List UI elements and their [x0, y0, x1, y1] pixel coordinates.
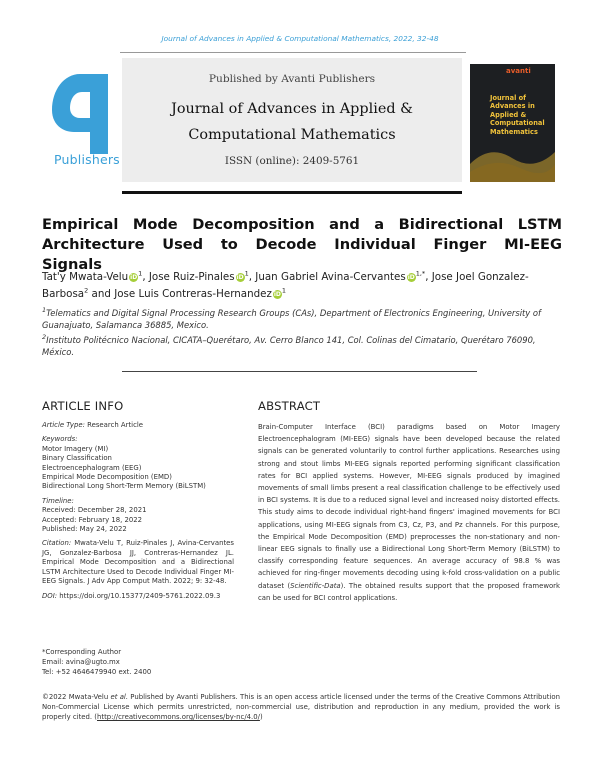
- author: Jose Luis Contreras-Hernandez: [114, 288, 272, 300]
- license-text: Published by Avanti Publishers. This is an open access article licensed under the terms of the Creative Commons Attribution Non-Commercial License which permits unrestricted, non-commercial use, distribution and reproduction in any medium, provided the work is properly cited. (: [42, 693, 560, 721]
- doi-link[interactable]: https://doi.org/10.15377/2409-5761.2022.09.3: [59, 591, 221, 600]
- author-list: Tat'y Mwata-Velu $iD^1$, Jose Ruiz-Pinales $iD^1$, Juan Gabriel Avina-Cervantes $iD^{1,*}$, Jose Joel Gonzalez-Barbosa$^2$ and Jose Luis Contreras-Hernandez $iD^1$: [42, 269, 529, 300]
- abstract-text: [258, 421, 560, 604]
- received-date: Received: December 28, 2021: [42, 506, 147, 515]
- orcid-icon[interactable]: iD: [130, 273, 138, 281]
- abstract-part2: ). The obtained results support that the proposed framework can be used for BCI control applications.: [258, 581, 561, 602]
- keyword: Electroencephalogram (EEG): [42, 463, 142, 472]
- article-type: [42, 421, 234, 430]
- corresponding-author: [42, 648, 151, 677]
- masthead-top-rule: [120, 52, 466, 53]
- orcid-icon[interactable]: iD: [273, 290, 281, 298]
- orcid-icon[interactable]: iD: [407, 273, 415, 281]
- corresponding-email[interactable]: Email: avina@ugto.mx: [42, 657, 120, 666]
- cover-art: [470, 134, 555, 182]
- license-notice: [42, 692, 560, 722]
- license-text: ©2022 Mwata-Velu: [42, 693, 111, 701]
- doi-label: DOI:: [42, 591, 58, 600]
- cover-brand: avanti: [506, 67, 531, 75]
- author: Jose Ruiz-Pinales: [148, 271, 235, 283]
- article-title: [42, 215, 562, 275]
- timeline-label: Timeline:: [42, 496, 74, 505]
- abstract-part1: Brain-Computer Interface (BCI) paradigms based on Motor Imagery Electroencephalogram (MI-EEG) signals have been developed because the related signals can be generated voluntarily to control further applications. Researches using strong and stout limbs MI-EEG signals reported performing significant classification rates for BCI applied systems. However, MI-EEG signals produced by imagined movements of small limbs present a real classification challenge to be effectively used in BCI systems. It is due to a reduced signal level and increased noisy distorted effects. This study aims to decode individual right-hand fingers' imagined movements for BCI applications, using MI-EEG signals from C3, Cz, P3, and Pz channels. For this purpose, the Empirical Mode Decomposition (EMD) preprocesses the non-stationary and non-linear EEG signals to finally use a Bidirectional Long Short-Term Memory (BiLSTM) to classify corresponding feature sequences. An average accuracy of 98.8 % was achieved for ring-finger movements decoding using k-fold cross-validation on a public dataset (: [258, 423, 560, 590]
- cover-title: Journal of Advances in Applied & Computational Mathematics: [490, 94, 545, 136]
- article-info-heading: ARTICLE INFO: [42, 399, 124, 413]
- abstract-heading: ABSTRACT: [258, 399, 321, 413]
- author-affil-mark: 1: [244, 269, 249, 278]
- journal-title: [122, 96, 462, 148]
- keyword: Empirical Mode Decomposition (EMD): [42, 473, 172, 482]
- publishers-label: Publishers: [54, 152, 120, 167]
- citation: [42, 539, 234, 586]
- masthead-bottom-rule: [122, 191, 462, 194]
- corresponding-label: *Corresponding Author: [42, 648, 122, 656]
- journal-title-line2: Computational Mathematics: [188, 127, 396, 143]
- affiliation-mark: 1: [42, 306, 47, 315]
- title-line1: Empirical Mode Decomposition and a Bidirectional LSTM: [42, 216, 562, 233]
- affiliations: [42, 307, 562, 361]
- issn: ISSN (online): 2409-5761: [224, 155, 360, 167]
- doi: [42, 592, 234, 601]
- article-info-body: [42, 421, 234, 601]
- author-affil-mark: 1,*: [415, 269, 426, 278]
- published-date: Published: May 24, 2022: [42, 525, 127, 534]
- affiliation: [42, 334, 562, 359]
- license-etal: et al.: [110, 693, 129, 701]
- affiliation-mark: 2: [42, 333, 47, 342]
- author-affil-mark: 2: [84, 286, 89, 295]
- article-type-label: Article Type:: [42, 421, 85, 429]
- journal-cover: [470, 64, 555, 182]
- keywords-label: Keywords:: [42, 435, 78, 444]
- affiliation-text: Telematics and Digital Signal Processing Research Groups (CAs), Department of Electronics Engineering, University of Guanajuato, Salamanca 36885, Mexico.: [42, 308, 541, 331]
- article-info: [42, 399, 234, 601]
- author: Juan Gabriel Avina-Cervantes: [255, 271, 406, 283]
- author-affil-mark: 1: [281, 286, 287, 295]
- orcid-icon[interactable]: iD: [236, 273, 244, 281]
- accepted-date: Accepted: February 18, 2022: [42, 515, 143, 524]
- running-head: Journal of Advances in Applied & Computational Mathematics, 2022, 32-48: [161, 34, 439, 43]
- keyword: Bidirectional Long Short-Term Memory (BiLSTM): [42, 482, 206, 491]
- corresponding-tel: Tel: +52 4646479940 ext. 2400: [42, 667, 152, 676]
- license-link[interactable]: http://creativecommons.org/licenses/by-nc/4.0/: [97, 713, 260, 721]
- abstract-section: [258, 399, 560, 604]
- section-divider: [122, 371, 477, 372]
- title-line2: Architecture Used to Decode Individual Finger MI-EEG Signals: [42, 236, 562, 273]
- published-by: Published by Avanti Publishers: [208, 73, 376, 85]
- article-type-value: Research Article: [87, 421, 144, 429]
- citation-text: Mwata-Velu T, Ruiz-Pinales J, Avina-Cervantes JG, Gonzalez-Barbosa JJ, Contreras-Hernandez JL. Empirical Mode Decomposition and a Bidirectional LSTM Architecture Used to Decode Individual Finger MI-EEG Signals. J Adv App Comput Math. 2022; 9: 32-48.: [42, 539, 234, 586]
- keyword: Motor Imagery (MI): [42, 444, 109, 453]
- keyword: Binary Classification: [42, 454, 112, 463]
- abstract-dataset: Scientific-Data: [290, 581, 341, 590]
- affiliation: [42, 307, 562, 332]
- author-affil-mark: 1: [138, 269, 143, 278]
- author: Jose Joel Gonzalez-Barbosa: [42, 271, 529, 300]
- and-word: and: [91, 288, 111, 300]
- license-close: ): [259, 713, 263, 721]
- citation-label: Citation:: [42, 539, 72, 548]
- journal-title-line1: Journal of Advances in Applied &: [171, 101, 413, 117]
- author: Tat'y Mwata-Velu: [42, 271, 129, 283]
- affiliation-text: Instituto Politécnico Nacional, CICATA–Querétaro, Av. Cerro Blanco 141, Col. Colinas del Cimatario, Querétaro 76090, México.: [42, 334, 536, 358]
